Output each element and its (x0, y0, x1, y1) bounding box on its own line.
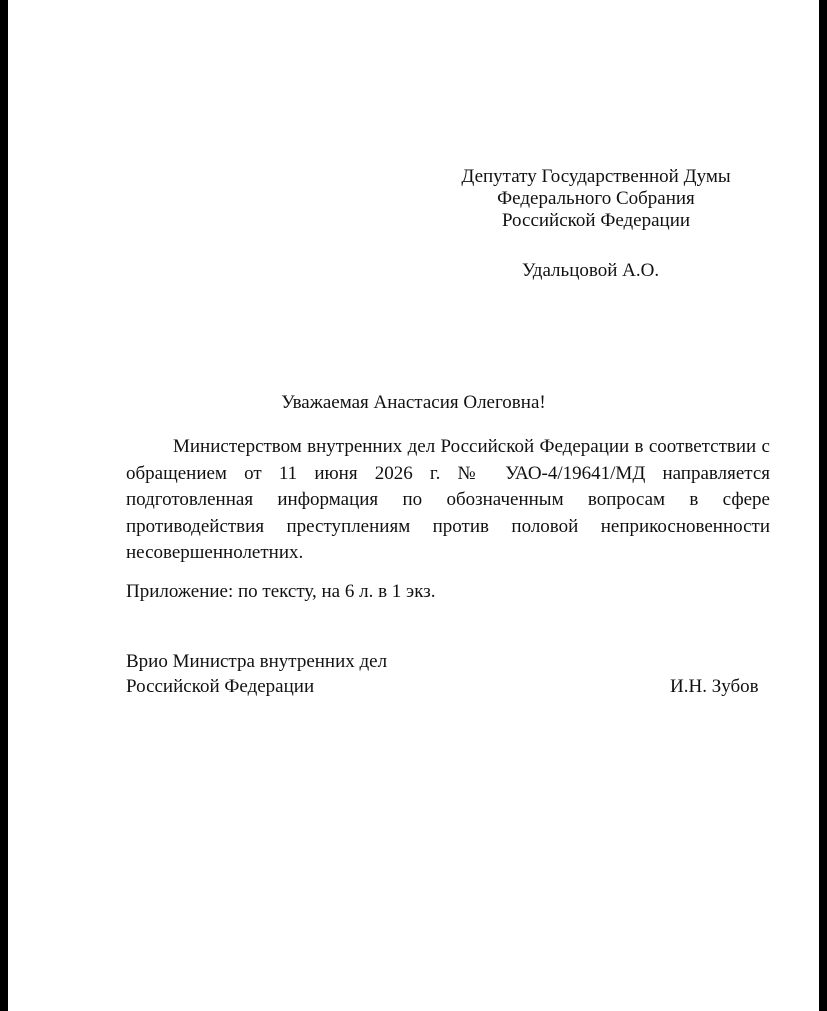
document-page (8, 0, 819, 1011)
addressee-name: Удальцовой А.О. (522, 260, 660, 281)
signer-title-line-1: Врио Министра внутренних дел (126, 651, 388, 672)
signer-title (126, 649, 387, 699)
addressee-block (451, 166, 741, 232)
signer-name: И.Н. Зубов (670, 676, 759, 697)
salutation: Уважаемая Анастасия Олеговна! (281, 392, 546, 413)
body-paragraph: Министерством внутренних дел Российской Федерации в соответствии с обращением от 11 июня 2026 г. № УАО-4/19641/МД направляется подготовленная информация по обозначенным вопросам в сфере противодействия преступлениям против половой неприкосновенности несовершеннолетних. (126, 436, 770, 563)
signer-title-line-2: Российской Федерации (126, 676, 315, 697)
attachment-note: Приложение: по тексту, на 6 л. в 1 экз. (126, 581, 436, 602)
addressee-line-1: Депутату Государственной Думы (461, 166, 731, 187)
addressee-line-2: Федерального Собрания (497, 188, 695, 209)
addressee-line-3: Российской Федерации (501, 210, 691, 231)
